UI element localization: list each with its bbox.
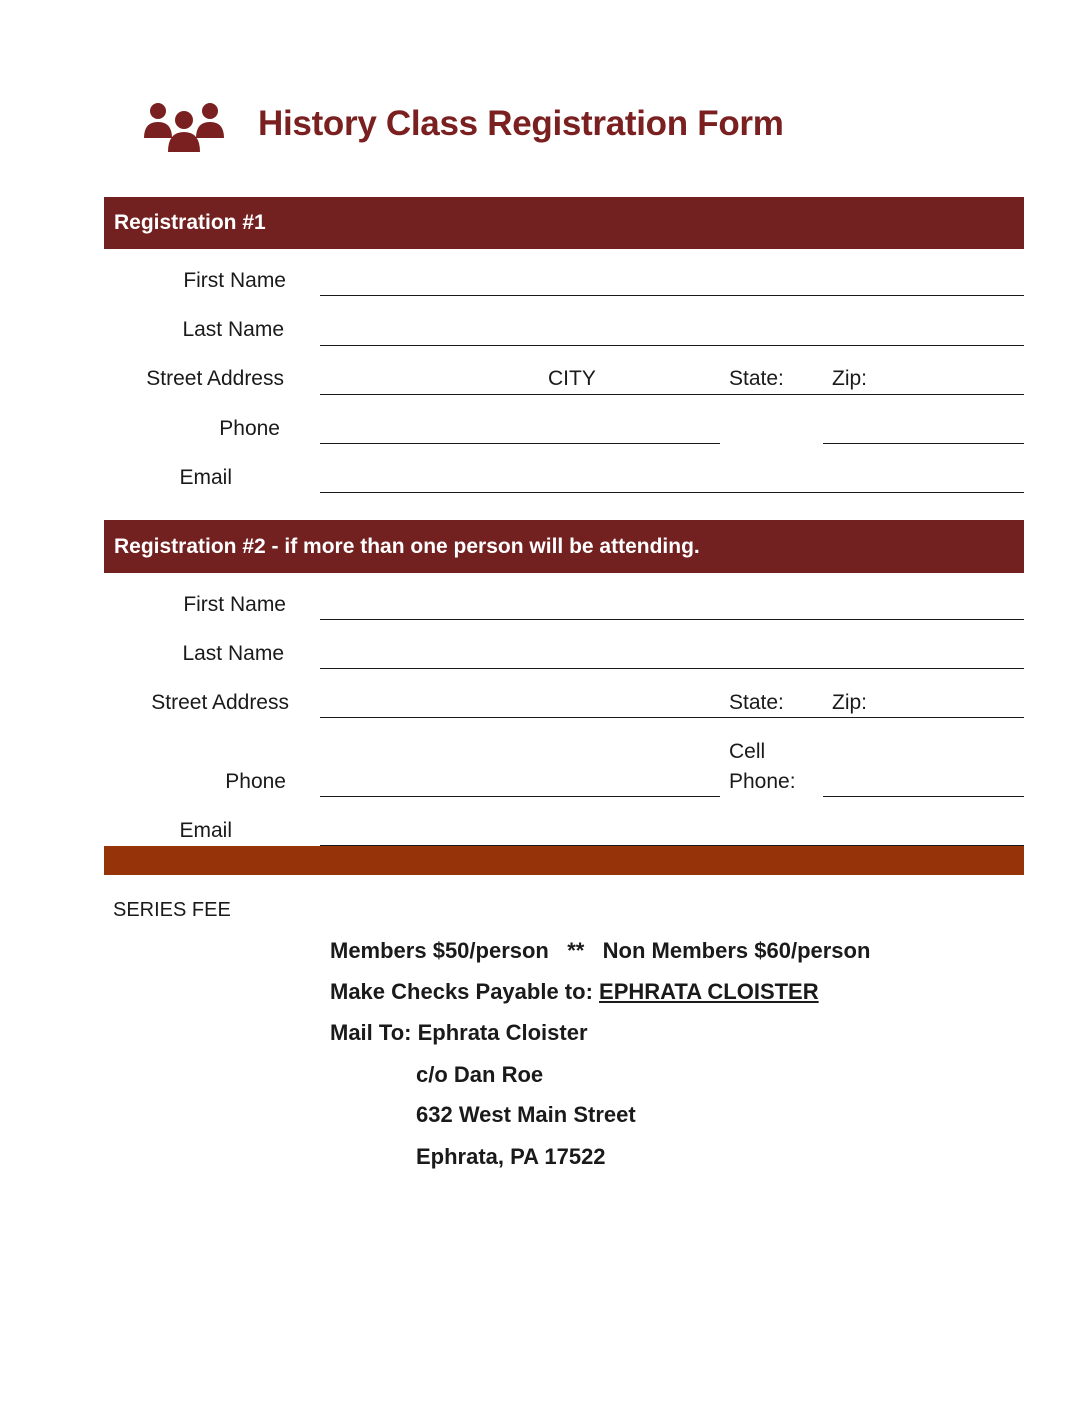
- page-title: History Class Registration Form: [258, 104, 784, 143]
- divider-bar: [104, 846, 1024, 875]
- city-label: CITY: [548, 367, 596, 390]
- phone-label-2: Phone: [225, 770, 286, 793]
- last-name-field-2[interactable]: [320, 668, 1024, 669]
- checks-payee: EPHRATA CLOISTER: [599, 979, 819, 1004]
- series-fee-label: SERIES FEE: [113, 899, 231, 921]
- group-people-icon: [142, 98, 226, 154]
- state-label-2: State:: [729, 691, 784, 714]
- address-co-line: c/o Dan Roe: [416, 1062, 544, 1087]
- section-header-registration-2: Registration #2 - if more than one person will be attending.: [104, 520, 1024, 573]
- section-header-registration-1: Registration #1: [104, 197, 1024, 249]
- zip-label-2: Zip:: [832, 691, 868, 714]
- street-address-label-2: Street Address: [151, 691, 289, 714]
- street-address-field-2[interactable]: [320, 717, 1024, 718]
- phone-field-2[interactable]: [320, 796, 720, 797]
- cell-phone-field-2[interactable]: [823, 796, 1024, 797]
- alt-phone-field[interactable]: [823, 443, 1024, 444]
- address-city-line: Ephrata, PA 17522: [416, 1144, 606, 1169]
- mail-to-line: Mail To: Ephrata Cloister: [330, 1020, 588, 1045]
- last-name-field[interactable]: [320, 345, 1024, 346]
- state-label: State:: [729, 367, 784, 390]
- cell-label-line1: Cell: [729, 740, 766, 763]
- first-name-field-2[interactable]: [320, 619, 1024, 620]
- pricing-text: Members $50/person ** Non Members $60/person: [330, 938, 871, 963]
- email-field[interactable]: [320, 492, 1024, 493]
- first-name-label: First Name: [183, 269, 286, 292]
- street-address-field[interactable]: [320, 394, 1024, 395]
- cell-label-line2: Phone:: [729, 770, 796, 793]
- first-name-label-2: First Name: [183, 593, 286, 616]
- phone-field[interactable]: [320, 443, 720, 444]
- checks-payable-line: [330, 979, 819, 1005]
- last-name-label-2: Last Name: [182, 642, 284, 665]
- phone-label: Phone: [219, 417, 280, 440]
- checks-payable-prefix: Make Checks Payable to:: [330, 979, 593, 1004]
- email-label-2: Email: [179, 819, 232, 842]
- last-name-label: Last Name: [182, 318, 284, 341]
- first-name-field[interactable]: [320, 295, 1024, 296]
- address-street-line: 632 West Main Street: [416, 1102, 636, 1127]
- email-label: Email: [179, 466, 232, 489]
- street-address-label: Street Address: [146, 367, 284, 390]
- zip-label: Zip:: [832, 367, 868, 390]
